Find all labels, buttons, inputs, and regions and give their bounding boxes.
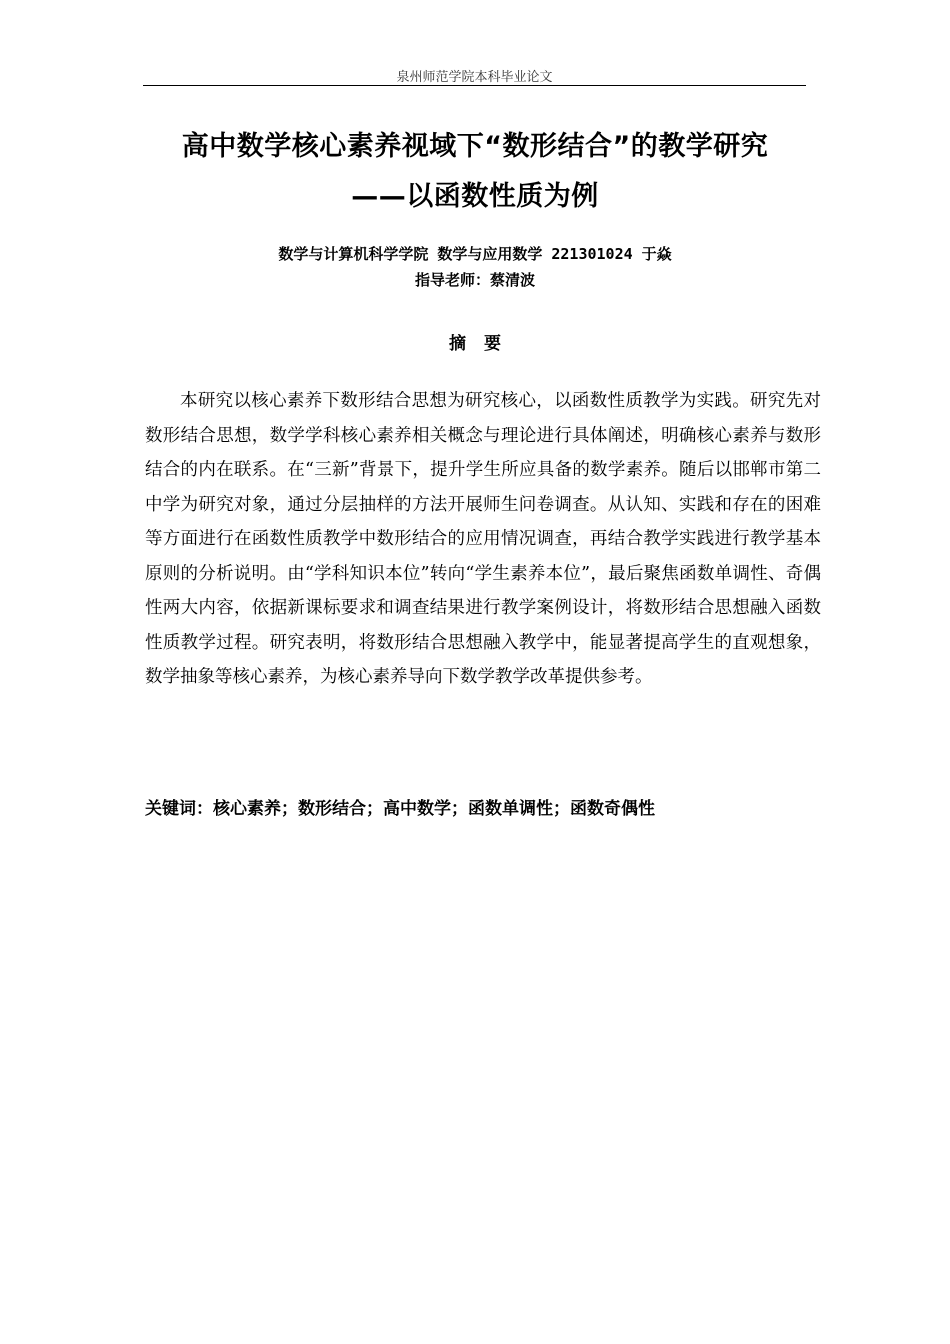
abstract-heading: 摘要 — [449, 334, 519, 354]
running-header: 泉州师范学院本科毕业论文 — [396, 70, 553, 85]
keywords-line: 关键词：核心素养；数形结合；高中数学；函数单调性；函数奇偶性 — [145, 799, 655, 819]
abstract-body: 本研究以核心素养下数形结合思想为研究核心，以函数性质教学为实践。研究先对数形结合思想，数学学科核心素养相关概念与理论进行具体阐述，明确核心素养与数形结合的内在联系。在“三新”背景下，提升学生所应具备的数学素养。随后以邯郸市第二中学为研究对象，通过分层抽样的方法开展师生问卷调查。从认知、实践和存在的困难等方面进行在函数性质教学中数形结合的应用情况调查，再结合教学实践进行教学基本原则的分析说明。由“学科知识本位”转向“学生素养本位”，最后聚焦函数单调性、奇偶性两大内容，依据新课标要求和调查结果进行教学案例设计，将数形结合思想融入函数性质教学过程。研究表明，将数形结合思想融入教学中，能显著提高学生的直观想象，数学抽象等核心素养，为核心素养导向下数学教学改革提供参考。 — [145, 391, 821, 687]
advisor-line: 指导老师：蔡清波 — [414, 271, 535, 289]
author-info: 数学与计算机科学学院 数学与应用数学 221301024 于焱 — [278, 245, 672, 263]
paper-subtitle: ——以函数性质为例 — [351, 181, 599, 212]
header-divider — [143, 85, 806, 86]
paper-title: 高中数学核心素养视域下“数形结合”的教学研究 — [181, 131, 769, 162]
